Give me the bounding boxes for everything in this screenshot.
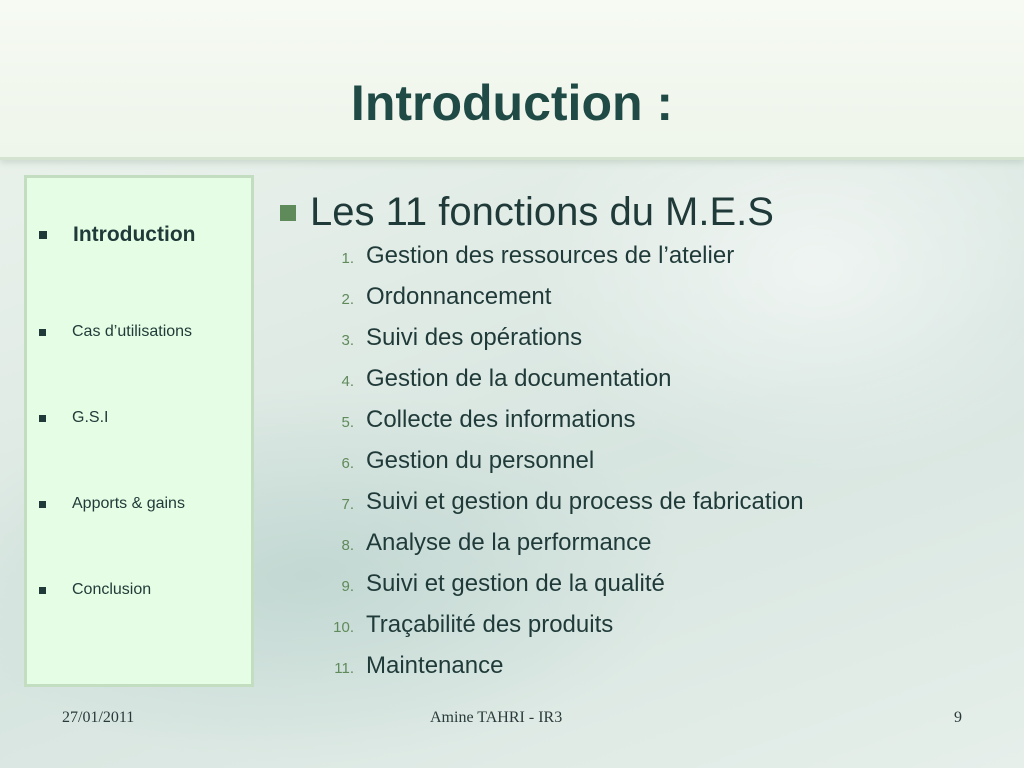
list-item-number: 8. [341, 537, 354, 554]
list-item-text: Suivi et gestion de la qualité [366, 570, 665, 597]
nav-item-label: Conclusion [72, 581, 152, 598]
nav-item-label: Introduction [73, 223, 196, 246]
square-bullet-icon [39, 231, 47, 239]
list-item-number: 7. [341, 496, 354, 513]
list-item-number: 4. [341, 373, 354, 390]
list-item-text: Collecte des informations [366, 406, 636, 433]
nav-item-label: Apports & gains [72, 495, 185, 512]
list-item [280, 652, 920, 690]
square-bullet-icon [39, 501, 46, 508]
footer-author: Amine TAHRI - IR3 [430, 709, 563, 726]
slide-content [280, 190, 804, 679]
list-item [280, 570, 920, 608]
square-bullet-icon [39, 587, 46, 594]
list-item-number: 11. [334, 660, 354, 677]
square-bullet-icon [280, 205, 296, 221]
navigation-panel [24, 175, 254, 687]
list-item [280, 447, 920, 485]
list-item-number: 9. [341, 578, 354, 595]
list-item-text: Maintenance [366, 652, 504, 679]
list-item [280, 488, 920, 526]
list-item-number: 1. [341, 250, 354, 267]
list-item [280, 529, 920, 567]
list-item [280, 406, 920, 444]
nav-item-apports-gains[interactable] [39, 495, 185, 513]
list-item-text: Analyse de la performance [366, 529, 652, 556]
nav-item-label: Cas d’utilisations [72, 323, 193, 340]
list-item-number: 6. [341, 455, 354, 472]
list-item-text: Traçabilité des produits [366, 611, 614, 638]
list-item-text: Suivi des opérations [366, 324, 583, 351]
nav-item-cas-utilisations[interactable] [39, 323, 192, 341]
square-bullet-icon [39, 329, 46, 336]
footer-page-number: 9 [954, 709, 962, 726]
list-item-text: Gestion de la documentation [366, 365, 672, 392]
list-item-number: 3. [341, 332, 354, 349]
nav-item-label: G.S.I [72, 409, 109, 426]
list-item-number: 5. [341, 414, 354, 431]
nav-item-introduction[interactable] [39, 223, 195, 247]
list-item [280, 611, 920, 649]
list-item [280, 324, 920, 362]
list-item-number: 2. [341, 291, 354, 308]
content-heading-text: Les 11 fonctions du M.E.S [310, 190, 774, 234]
list-item [280, 365, 920, 403]
footer-date: 27/01/2011 [62, 709, 135, 726]
nav-item-gsi[interactable] [39, 409, 108, 427]
list-item [280, 283, 920, 321]
list-item-number: 10. [333, 619, 354, 636]
list-item-text: Ordonnancement [366, 283, 552, 310]
list-item [280, 242, 920, 280]
square-bullet-icon [39, 415, 46, 422]
list-item-text: Suivi et gestion du process de fabrication [366, 488, 804, 515]
nav-item-conclusion[interactable] [39, 581, 151, 599]
slide-title: Introduction : [350, 75, 674, 131]
content-heading [280, 190, 774, 235]
list-item-text: Gestion des ressources de l’atelier [366, 242, 735, 269]
list-item-text: Gestion du personnel [366, 447, 595, 474]
